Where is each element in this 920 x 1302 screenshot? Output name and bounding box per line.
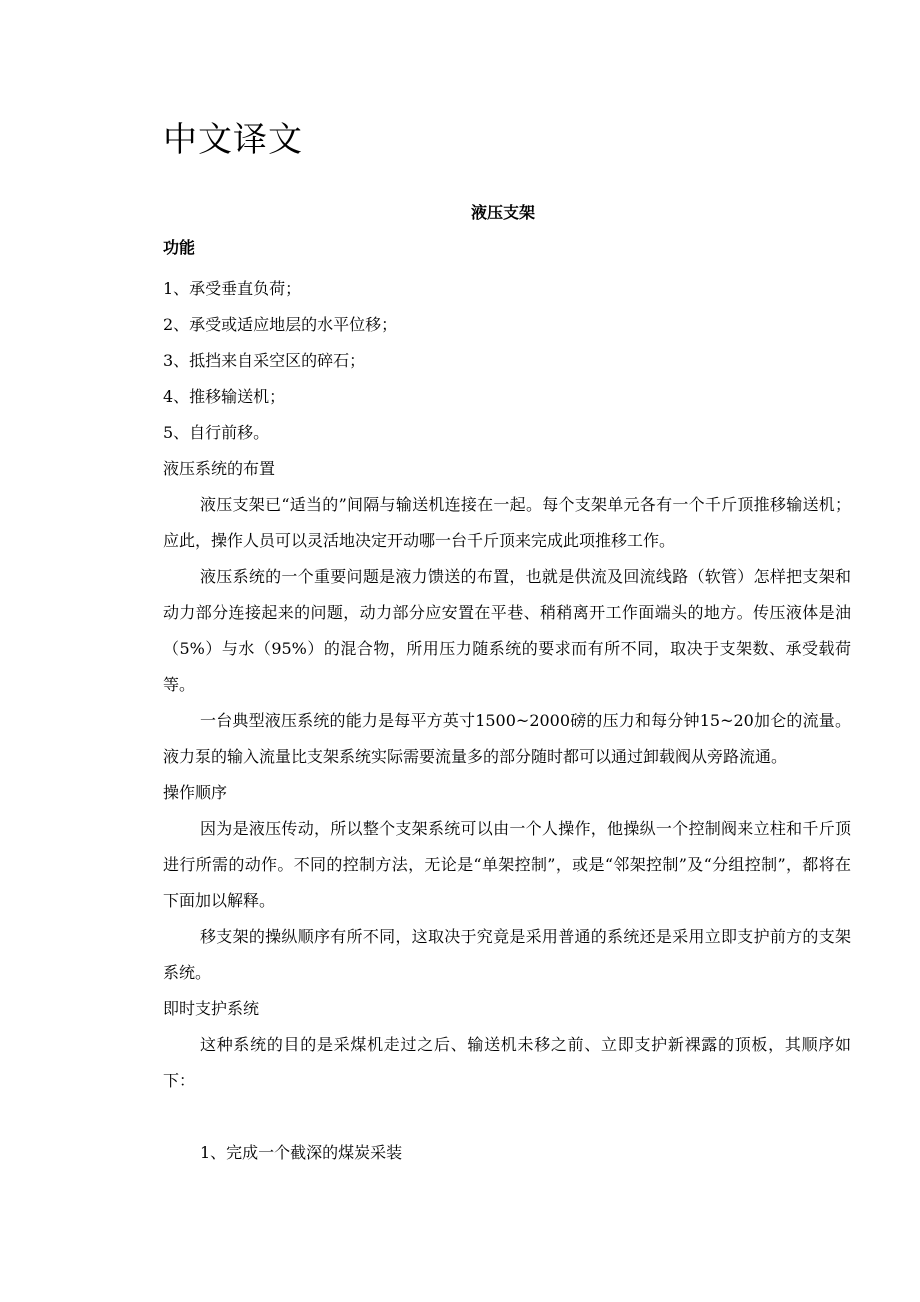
section-heading-sequence: 操作顺序 [163, 783, 228, 802]
blank-line [163, 1099, 851, 1135]
sequence-paragraph: 移支架的操纵顺序有所不同，这取决于究竟是采用普通的系统还是采用立即支护前方的支架系统。 [163, 927, 851, 982]
document-title: 中文译文 [163, 120, 303, 160]
section-heading-immediate: 即时支护系统 [163, 999, 260, 1018]
function-item: 4、推移输送机； [163, 387, 286, 406]
layout-paragraph: 液压支架已“适当的”间隔与输送机连接在一起。每个支架单元各有一个千斤顶推移输送机；应此，操作人员可以灵活地决定开动哪一台千斤顶来完成此项推移工作。 [163, 495, 851, 550]
function-item: 1、承受垂直负荷； [163, 279, 302, 298]
layout-paragraph: 一台典型液压系统的能力是每平方英寸1500~2000磅的压力和每分钟15~20加仑的流量。液力泵的输入流量比支架系统实际需要流量多的部分随时都可以通过卸载阀从旁路流通。 [163, 711, 851, 766]
immediate-paragraph: 这种系统的目的是采煤机走过之后、输送机未移之前、立即支护新裸露的顶板，其顺序如下： [163, 1035, 851, 1090]
sequence-paragraph: 因为是液压传动，所以整个支架系统可以由一个人操作，他操纵一个控制阀来立柱和千斤顶进行所需的动作。不同的控制方法，无论是“单架控制”，或是“邻架控制”及“分组控制”，都将在下面加以解释。 [163, 819, 851, 910]
immediate-step: 1、完成一个截深的煤炭采装 [200, 1143, 403, 1162]
layout-paragraph: 液压系统的一个重要问题是液力馈送的布置，也就是供流及回流线路（软管）怎样把支架和动力部分连接起来的问题，动力部分应安置在平巷、稍稍离开工作面端头的地方。传压液体是油（5%）与水（95%）的混合物，所用压力随系统的要求而有所不同，取决于支架数、承受载荷等。 [163, 567, 851, 694]
function-item: 3、抵挡来自采空区的碎石； [163, 351, 366, 370]
article-heading: 液压支架 [470, 203, 535, 222]
document-body [163, 271, 851, 1171]
section-heading-layout: 液压系统的布置 [163, 459, 276, 478]
function-item: 2、承受或适应地层的水平位移； [163, 315, 398, 334]
function-item: 5、自行前移。 [163, 423, 270, 442]
section-heading-functions: 功能 [163, 238, 196, 257]
